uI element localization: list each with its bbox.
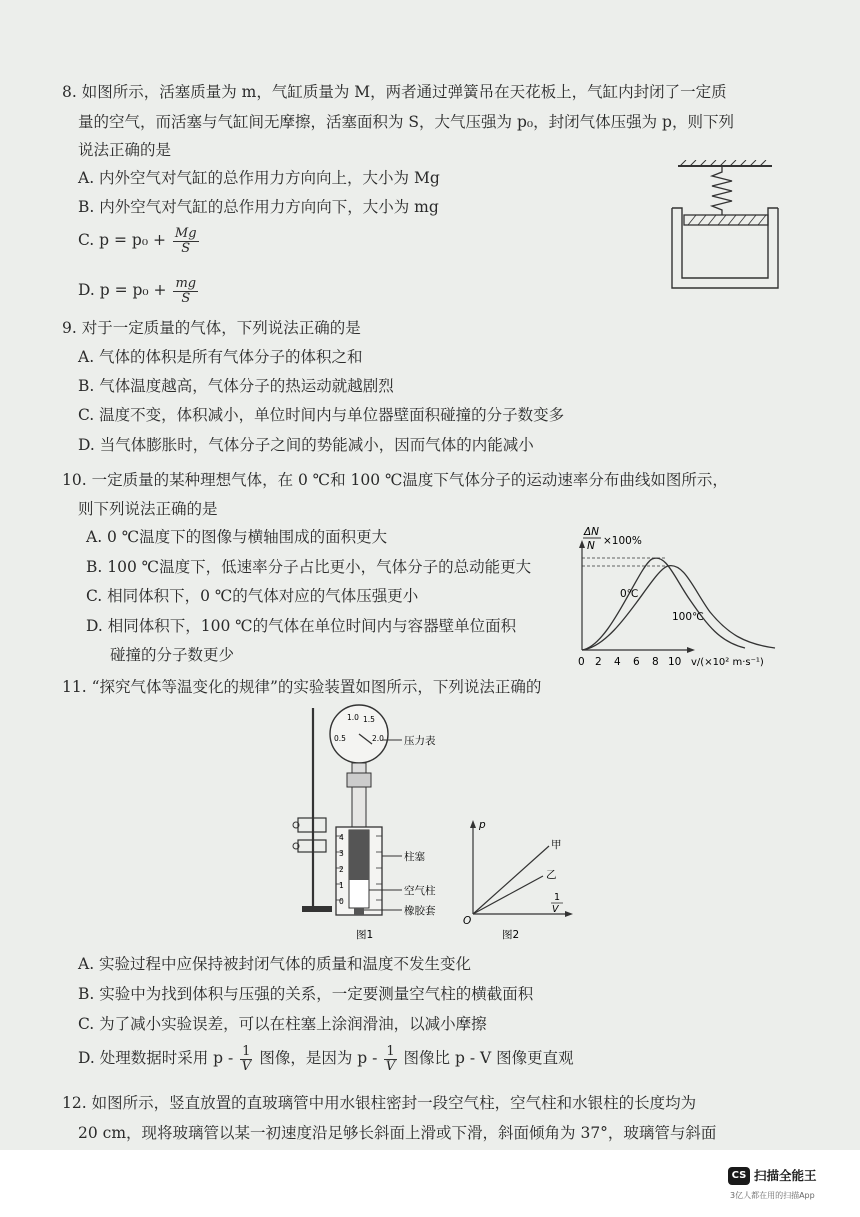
gauge-mark-2-0: 2.0: [372, 734, 384, 743]
fig2-xlabel-numerator: 1: [554, 892, 561, 903]
scale-mark-4: 4: [339, 833, 344, 842]
q8-c-denominator: S: [181, 240, 191, 256]
q9-option-d: D. 当气体膨胀时，气体分子之间的势能减小，因而气体的内能减小: [78, 436, 534, 454]
q11-d-part2: 图像，是因为 p -: [254, 1049, 383, 1067]
fig2-xlabel-denominator: V: [552, 904, 559, 915]
tick-label-8: 8: [652, 656, 659, 668]
q8-option-c-prefix: C. p = p₀ +: [78, 231, 171, 249]
q11-option-a: A. 实验过程中应保持被封闭气体的质量和温度不发生变化: [78, 955, 472, 973]
q11-d-fraction2: [384, 1045, 396, 1074]
label-piston: 柱塞: [404, 851, 425, 863]
q10-line1: 10. 一定质量的某种理想气体，在 0 ℃和 100 ℃温度下气体分子的运动速率分布曲线如图所示，: [62, 471, 728, 489]
fig2-origin: O: [463, 915, 472, 927]
fig1-caption: 图1: [356, 929, 374, 941]
q11-stem: 11. “探究气体等温变化的规律”的实验装置如图所示，下列说法正确的: [62, 678, 542, 696]
q11-apparatus-figure: [292, 700, 462, 945]
q10-option-c: C. 相同体积下，0 ℃的气体对应的气体压强更小: [86, 587, 419, 605]
q11-option-d: [78, 1044, 574, 1074]
gauge-nut: [347, 773, 371, 787]
q11-d-frac1-den: V: [241, 1058, 251, 1074]
curve-100c-label: 100℃: [672, 611, 704, 623]
tick-label-0: 0: [578, 656, 585, 668]
q11-d-frac2-num: 1: [386, 1043, 395, 1059]
q8-option-c-fraction: [173, 227, 199, 256]
q9-option-a: A. 气体的体积是所有气体分子的体积之和: [78, 348, 363, 366]
spring: [712, 167, 732, 215]
label-air-column: 空气柱: [404, 885, 436, 897]
tick-label-6: 6: [633, 656, 640, 668]
gauge-mark-1-5: 1.5: [363, 715, 375, 724]
gauge-mark-1-0: 1.0: [347, 713, 359, 722]
q11-d-part3: 图像比 p - V 图像更直观: [398, 1049, 574, 1067]
graph-xlabel: v/(×10² m·s⁻¹): [691, 657, 764, 668]
curve-100c: [582, 566, 775, 650]
fig2-caption: 图2: [502, 929, 520, 941]
tick-label-10: 10: [668, 656, 682, 668]
q12-line1: 12. 如图所示，竖直放置的直玻璃管中用水银柱密封一段空气柱，空气柱和水银柱的长度均为: [62, 1094, 697, 1112]
q11-option-b: B. 实验中为找到体积与压强的关系，一定要测量空气柱的横截面积: [78, 985, 534, 1003]
label-yi: 乙: [546, 869, 557, 881]
q12-line2: 20 cm，现将玻璃管以某一初速度沿足够长斜面上滑或下滑，斜面倾角为 37°，玻璃管与斜面: [78, 1124, 717, 1142]
fig2-y-arrow: [470, 820, 476, 828]
q8-spring-cylinder-figure: [660, 160, 790, 310]
q11-d-frac2-den: V: [385, 1058, 396, 1074]
q8-option-b: B. 内外空气对气缸的总作用力方向向下，大小为 mg: [78, 198, 439, 216]
q8-line3: 说法正确的是: [78, 141, 172, 159]
q9-stem: 9. 对于一定质量的气体，下列说法正确的是: [62, 319, 361, 337]
q10-option-d-line1: D. 相同体积下，100 ℃的气体在单位时间内与容器壁单位面积: [86, 617, 517, 635]
camscanner-tagline: 3亿人都在用的扫描App: [730, 1191, 815, 1200]
q11-d-part1: D. 处理数据时采用 p -: [78, 1049, 239, 1067]
graph-ylabel-denominator: N: [587, 540, 595, 552]
q8-c-numerator: Mg: [174, 225, 197, 241]
q8-option-c: [78, 226, 201, 256]
piston-plug: [349, 830, 369, 880]
scale-mark-3: 3: [339, 849, 344, 858]
gauge-mark-0-5: 0.5: [334, 734, 346, 743]
plunger-rod: [352, 787, 366, 827]
graph-ylabel-suffix: ×100%: [603, 535, 642, 547]
label-rubber-sleeve: 橡胶套: [404, 905, 436, 917]
scale-mark-2: 2: [339, 865, 344, 874]
q10-line2: 则下列说法正确的是: [78, 500, 218, 518]
fig2-x-arrow: [565, 911, 573, 917]
gauge-connector: [352, 763, 366, 773]
stand-base: [302, 906, 332, 912]
q8-d-numerator: mg: [175, 275, 197, 291]
tick-label-4: 4: [614, 656, 621, 668]
curve-0c-label: 0℃: [620, 588, 639, 600]
q11-p-vs-inverse-v-graph: [455, 812, 585, 947]
label-pressure-gauge: 压力表: [404, 735, 436, 747]
q10-option-b: B. 100 ℃温度下，低速率分子占比更小，气体分子的总动能更大: [86, 558, 532, 576]
q10-option-d-line2: 碰撞的分子数更少: [110, 646, 235, 664]
scale-mark-0: 0: [339, 897, 344, 906]
q8-option-a: A. 内外空气对气缸的总作用力方向向上，大小为 Mg: [78, 169, 440, 187]
camscanner-logo-icon: CS: [728, 1167, 750, 1185]
q8-option-d-prefix: D. p = p₀ +: [78, 281, 172, 299]
curve-0c: [582, 558, 745, 650]
scale-mark-1: 1: [339, 881, 344, 890]
graph-x-arrow: [687, 647, 695, 653]
camscanner-app-name: 扫描全能王: [754, 1168, 817, 1183]
tick-label-2: 2: [595, 656, 602, 668]
piston: [684, 215, 768, 225]
rubber-cap: [354, 908, 364, 915]
q9-option-c: C. 温度不变，体积减小，单位时间内与单位器壁面积碰撞的分子数变多: [78, 406, 565, 424]
q11-option-c: C. 为了减小实验误差，可以在柱塞上涂润滑油，以减小摩擦: [78, 1015, 487, 1033]
camscanner-watermark: [728, 1167, 838, 1209]
graph-ylabel-numerator: ΔN: [584, 526, 600, 538]
line-yi: [473, 876, 543, 914]
q10-speed-distribution-graph: [570, 522, 795, 672]
graph-y-arrow: [579, 540, 585, 548]
q11-d-fraction1: [240, 1045, 252, 1074]
q8-line1: 8. 如图所示，活塞质量为 m，气缸质量为 M，两者通过弹簧吊在天花板上，气缸内封闭了一定质: [62, 83, 727, 101]
q8-option-d: [78, 276, 200, 306]
q8-d-denominator: S: [181, 290, 191, 306]
fig2-ylabel: p: [479, 819, 486, 831]
q10-option-a: A. 0 ℃温度下的图像与横轴围成的面积更大: [86, 528, 388, 546]
line-jia: [473, 846, 549, 914]
label-jia: 甲: [551, 839, 562, 851]
q11-d-frac1-num: 1: [242, 1043, 251, 1059]
q8-line2: 量的空气，而活塞与气缸间无摩擦，活塞面积为 S，大气压强为 p₀，封闭气体压强为 p，则下列: [78, 113, 734, 131]
q8-option-d-fraction: [173, 277, 198, 306]
q9-option-b: B. 气体温度越高，气体分子的热运动就越剧烈: [78, 377, 394, 395]
